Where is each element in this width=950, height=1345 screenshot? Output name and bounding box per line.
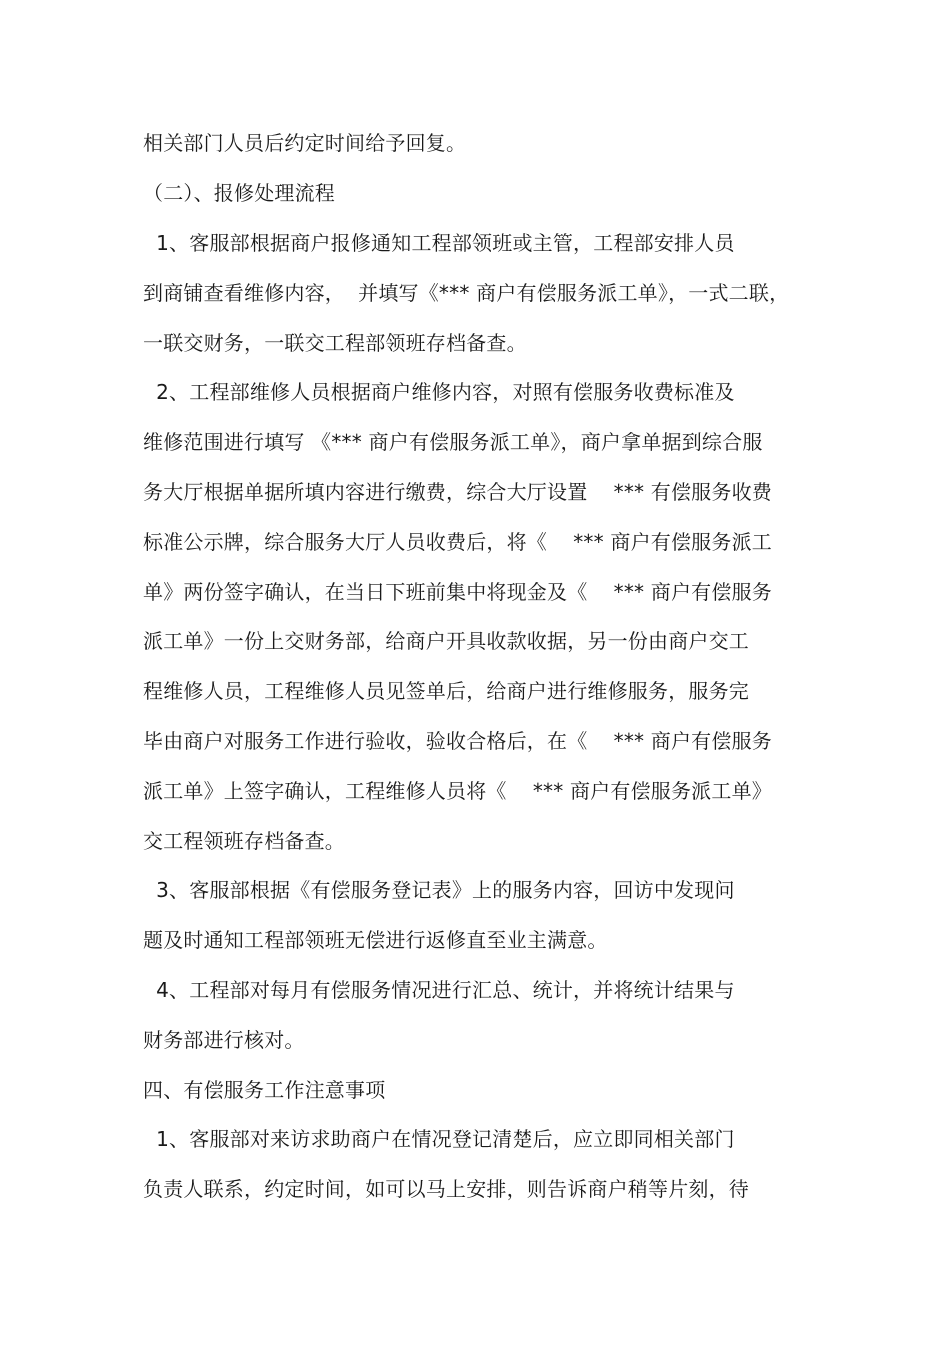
section-heading: （二）、报修处理流程 <box>143 181 335 205</box>
text-line: 到商铺查看维修内容， 并填写《*** 商户有偿服务派工单》，一式二联， <box>143 281 790 305</box>
text-line: 2、工程部维修人员根据商户维修内容，对照有偿服务收费标准及 <box>143 380 735 404</box>
text-line: 一联交财务，一联交工程部领班存档备查。 <box>143 331 527 355</box>
text-line: 维修范围进行填写 《*** 商户有偿服务派工单》，商户拿单据到综合服 <box>143 430 763 454</box>
section-heading: 四、有偿服务工作注意事项 <box>143 1078 386 1102</box>
text-line: 负责人联系，约定时间，如可以马上安排，则告诉商户稍等片刻，待 <box>143 1177 749 1201</box>
text-line: 标准公示牌，综合服务大厅人员收费后，将《 *** 商户有偿服务派工 <box>143 530 772 554</box>
text-line: 1、客服部根据商户报修通知工程部领班或主管，工程部安排人员 <box>143 231 735 255</box>
text-line: 4、工程部对每月有偿服务情况进行汇总、统计，并将统计结果与 <box>143 978 735 1002</box>
text-line: 题及时通知工程部领班无偿进行返修直至业主满意。 <box>143 928 608 952</box>
text-line: 务大厅根据单据所填内容进行缴费，综合大厅设置 *** 有偿服务收费 <box>143 480 772 504</box>
text-line: 毕由商户对服务工作进行验收，验收合格后，在《 *** 商户有偿服务 <box>143 729 772 753</box>
text-line: 财务部进行核对。 <box>143 1028 305 1052</box>
text-line: 相关部门人员后约定时间给予回复。 <box>143 131 467 155</box>
text-line: 派工单》一份上交财务部，给商户开具收款收据，另一份由商户交工 <box>143 629 749 653</box>
text-line: 交工程领班存档备查。 <box>143 829 345 853</box>
text-line: 3、客服部根据《有偿服务登记表》上的服务内容，回访中发现问 <box>143 878 735 902</box>
text-line: 程维修人员，工程维修人员见签单后，给商户进行维修服务，服务完 <box>143 679 749 703</box>
text-line: 单》两份签字确认，在当日下班前集中将现金及《 *** 商户有偿服务 <box>143 580 772 604</box>
text-line: 派工单》上签字确认，工程维修人员将《 *** 商户有偿服务派工单》 <box>143 779 772 803</box>
text-line: 1、客服部对来访求助商户在情况登记清楚后，应立即同相关部门 <box>143 1127 735 1151</box>
